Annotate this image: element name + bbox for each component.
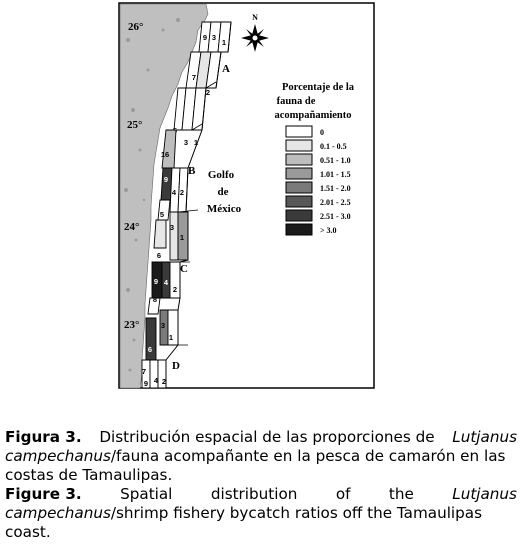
caption-en-line-2-text: /shrimp fishery bycatch ratios off the Tamaulipas (110, 504, 483, 522)
legend-label: 1.51 - 2.0 (320, 184, 351, 193)
gulf-label-line-1: Golfo (207, 169, 235, 181)
caption-es-line-2-species: campechanus (5, 447, 111, 465)
legend-label: 0.51 - 1.0 (320, 156, 351, 165)
legend-title-line-2: fauna de (276, 96, 316, 107)
fishing-cell-number: 7 (191, 73, 197, 82)
fishing-cell-number: 8 (152, 295, 158, 304)
legend-title-line-3: acompañamiento (274, 110, 352, 121)
legend-label: 0.1 - 0.5 (320, 142, 347, 151)
legend-swatch (286, 196, 312, 207)
gulf-label-line-2: de (217, 186, 229, 198)
fishing-cell-number: 4 (171, 188, 177, 197)
gulf-label-line-3: México (206, 203, 242, 215)
legend-title-line-1: Porcentaje de la (281, 82, 355, 93)
fishing-cell-number: 9 (163, 175, 169, 184)
fishing-cell-number: 4 (163, 278, 169, 287)
caption-es-line-3 (5, 466, 517, 485)
legend-label: 2.01 - 2.5 (320, 198, 351, 207)
caption-en-label: Figure 3. (5, 485, 82, 503)
zone-label-a: A (222, 63, 230, 75)
caption-en-line-1 (5, 485, 517, 504)
legend-swatch (286, 210, 312, 221)
fishing-cell-number: 2 (179, 188, 185, 197)
fishing-cell-number: 4 (153, 376, 159, 385)
fishing-cell-number: 7 (141, 367, 147, 376)
fishing-cell-number: 1 (168, 333, 174, 342)
latitude-label-23: 23° (124, 319, 140, 331)
caption-en-line-3 (5, 523, 517, 542)
fishing-cell-number: 3 (169, 223, 175, 232)
map-figure (118, 0, 376, 390)
legend-swatch (286, 140, 312, 151)
caption-en-word-4: the (388, 485, 414, 503)
fishing-cell-number: 3 (160, 321, 166, 330)
legend-label: 0 (320, 128, 324, 137)
caption-en-line-2 (5, 504, 517, 523)
legend-label: 2.51 - 3.0 (320, 212, 351, 221)
map-svg (118, 0, 376, 390)
fishing-cell-number: 3 (183, 138, 189, 147)
caption-es-line-2 (5, 447, 517, 466)
fishing-cell-number: 6 (147, 345, 153, 354)
latitude-label-26: 26° (128, 21, 144, 33)
caption-es-line-2-text: /fauna acompañante en la pesca de camarón en las (110, 447, 506, 465)
zone-label-c: C (180, 263, 188, 275)
fishing-cell-number: 1 (221, 38, 227, 47)
zone-label-d: D (172, 360, 180, 372)
caption-en-line-1-species: Lutjanus (452, 485, 517, 503)
fishing-cell-number: 16 (160, 150, 170, 159)
fishing-cell-number: 5 (159, 210, 165, 219)
fishing-cell-number: 2 (161, 377, 167, 386)
legend-swatch (286, 126, 312, 137)
fishing-cell-number: 1 (193, 138, 199, 147)
fishing-cell-number: 2 (172, 285, 178, 294)
fishing-cell-number: 9 (153, 277, 159, 286)
caption-es-label: Figura 3. (5, 428, 82, 446)
fishing-cell (170, 212, 178, 260)
fishing-cell (154, 220, 166, 248)
zone-label-b: B (188, 165, 196, 177)
north-label: N (252, 13, 258, 22)
caption-es-line-1-species: Lutjanus (452, 428, 517, 446)
legend-label: > 3.0 (320, 226, 337, 235)
caption-en-word-3: of (335, 485, 351, 503)
caption-en-word-2: distribution (210, 485, 298, 503)
fishing-cell-number: 9 (202, 33, 208, 42)
fishing-cell-number: 9 (143, 379, 149, 388)
fishing-cell-number: 3 (211, 33, 217, 42)
legend-swatch (286, 168, 312, 179)
legend-swatch (286, 182, 312, 193)
fishing-cell-number: 6 (156, 251, 162, 260)
latitude-label-25: 25° (127, 119, 143, 131)
fishing-cell-number: 1 (179, 233, 185, 242)
caption-en-line-2-species: campechanus (5, 504, 111, 522)
caption-en-word-1: Spatial (120, 485, 173, 503)
legend-swatch (286, 154, 312, 165)
legend-label: 1.01 - 1.5 (320, 170, 351, 179)
fishing-cell-number: 2 (205, 88, 211, 97)
caption-es-line-3-text: costas de Tamaulipas. (5, 466, 173, 484)
legend-swatch (286, 224, 312, 235)
caption-es-line-1 (5, 428, 517, 447)
latitude-label-24: 24° (124, 221, 140, 233)
caption-es-line-1-text: Distribución espacial de las proporciones de (99, 428, 435, 446)
caption-en-line-3-text: coast. (5, 523, 51, 541)
figure-caption (5, 428, 517, 542)
